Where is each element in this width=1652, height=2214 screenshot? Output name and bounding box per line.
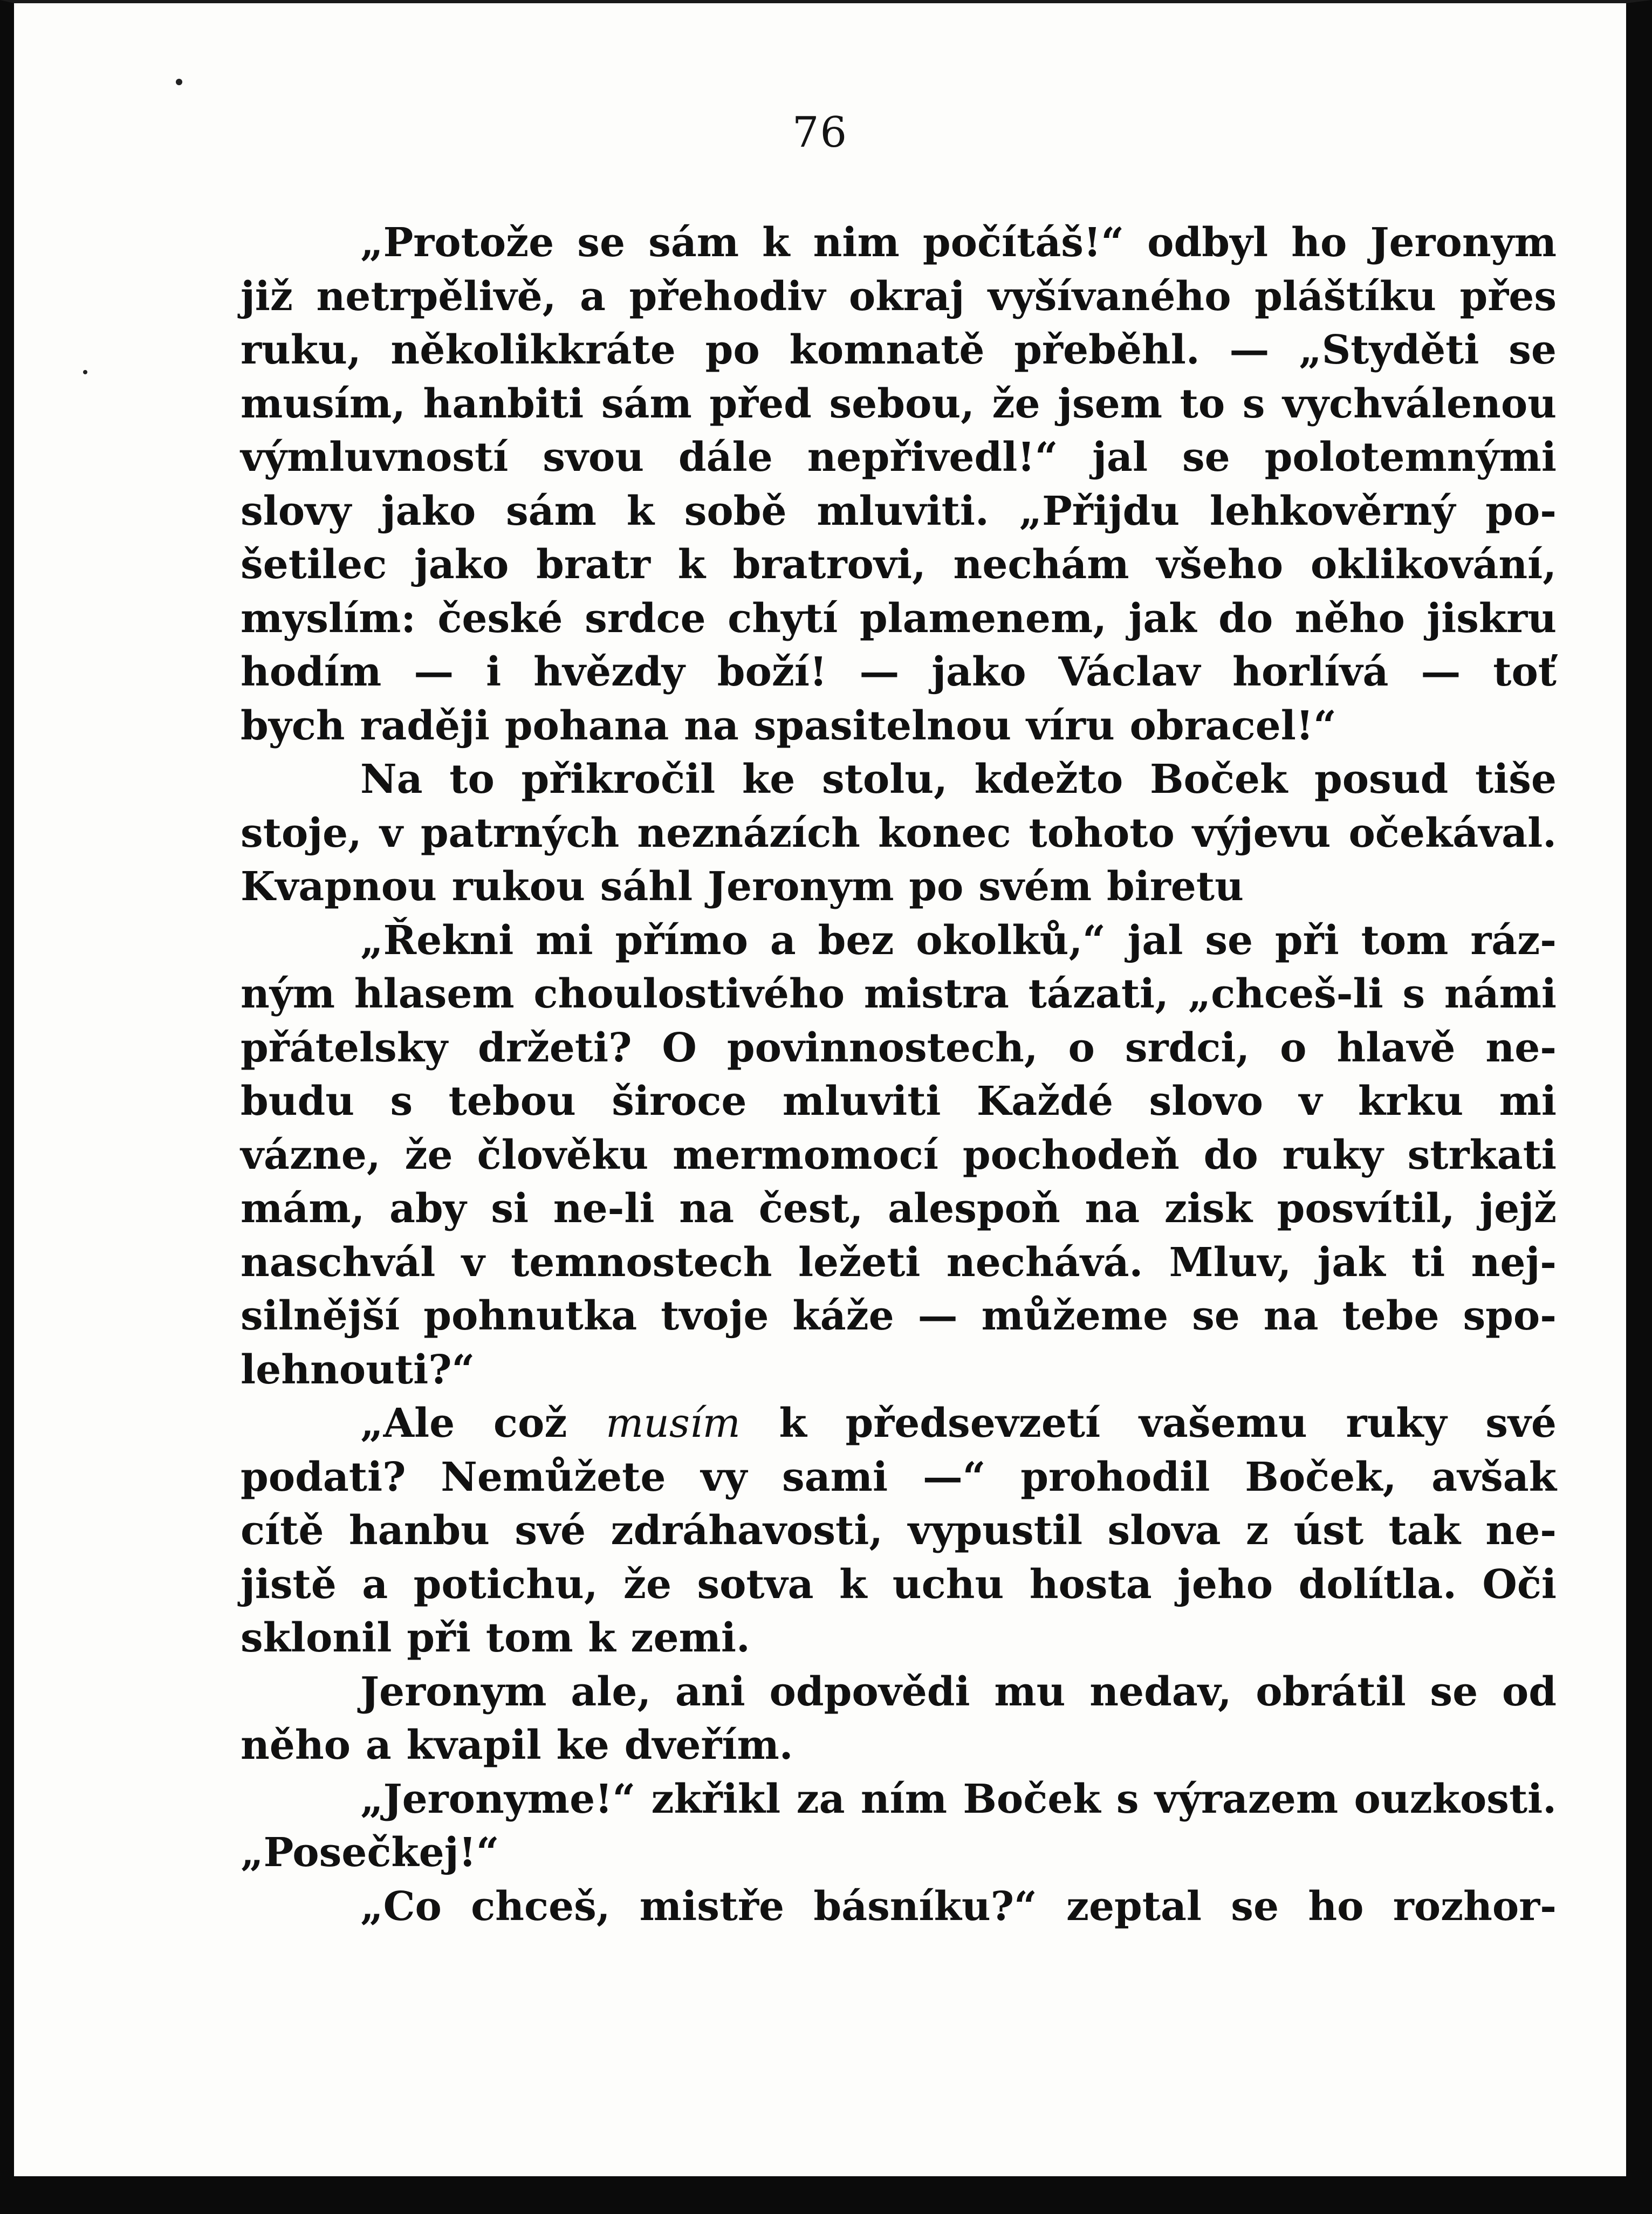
text-line: hodím — i hvězdy boží! — jako Václav horlívá — toť — [241, 649, 1557, 695]
text-line: naschvál v temnostech ležeti nechává. Mluv, jak ti nej- — [241, 1239, 1557, 1286]
text-line: lehnouti?“ — [241, 1346, 475, 1393]
text-line: „Řekni mi přímo a bez okolků,“ jal se při tom ráz- — [360, 917, 1557, 964]
text-line: „Posečkej!“ — [241, 1829, 499, 1876]
text-line: „Jeronyme!“ zkřikl za ním Boček s výrazem ouzkosti. — [360, 1776, 1557, 1822]
text-line: něho a kvapil ke dveřím. — [241, 1722, 793, 1769]
text-line: Kvapnou rukou sáhl Jeronym po svém biretu — [241, 863, 1244, 910]
text-line: „Co chceš, mistře básníku?“ zeptal se ho rozhor- — [360, 1883, 1557, 1930]
text-line: ným hlasem choulostivého mistra tázati, „chceš-li s námi — [241, 971, 1557, 1017]
text-line: Jeronym ale, ani odpovědi mu nedav, obrátil se od — [360, 1668, 1557, 1715]
text-line: mám, aby si ne-li na čest, alespoň na zisk posvítil, jejž — [241, 1185, 1557, 1232]
text-line: výmluvností svou dále nepřivedl!“ jal se polotemnými — [241, 434, 1557, 481]
text-line: „Protože se sám k nim počítáš!“ odbyl ho Jeronym — [360, 220, 1557, 266]
text-fragment: „Ale což — [360, 1400, 606, 1447]
text-line: jistě a potichu, že sotva k uchu hosta jeho dolítla. Oči — [241, 1561, 1557, 1608]
text-line: myslím: české srdce chytí plamenem, jak do něho jiskru — [241, 595, 1557, 642]
italic-word: musím — [606, 1400, 741, 1447]
text-fragment: k předsevzetí vašemu ruky své — [740, 1400, 1557, 1447]
page-number: 76 — [792, 108, 848, 157]
text-line: bych raději pohana na spasitelnou víru obracel!“ — [241, 702, 1336, 749]
text-line: sklonil při tom k zemi. — [241, 1615, 750, 1661]
page-text — [241, 216, 1557, 1934]
text-line: slovy jako sám k sobě mluviti. „Přijdu lehkověrný po- — [241, 488, 1557, 534]
text-line: Na to přikročil ke stolu, kdežto Boček posud tiše — [360, 756, 1557, 803]
text-line: vázne, že člověku mermomocí pochodeň do ruky strkati — [241, 1132, 1557, 1178]
text-line: šetilec jako bratr k bratrovi, nechám všeho oklikování, — [241, 541, 1557, 588]
text-line: budu s tebou široce mluviti Každé slovo v krku mi — [241, 1078, 1557, 1125]
text-line: podati? Nemůžete vy sami —“ prohodil Boček, avšak — [241, 1454, 1557, 1500]
paper-speck — [176, 79, 182, 85]
text-line: již netrpělivě, a přehodiv okraj vyšívaného pláštíku přes — [241, 273, 1557, 320]
text-line: silnější pohnutka tvoje káže — můžeme se na tebe spo- — [241, 1293, 1557, 1339]
text-line: musím, hanbiti sám před sebou, že jsem to s vychválenou — [241, 380, 1557, 427]
text-line: ruku, několikkráte po komnatě přeběhl. — „Styděti se — [241, 327, 1557, 373]
text-line: přátelsky držeti? O povinnostech, o srdci, o hlavě ne- — [241, 1024, 1557, 1071]
text-line: cítě hanbu své zdráhavosti, vypustil slova z úst tak ne- — [241, 1507, 1557, 1554]
text-line: stoje, v patrných neznázích konec tohoto výjevu očekával. — [241, 810, 1557, 856]
paper-speck — [83, 370, 87, 374]
text-line — [241, 1397, 1557, 1451]
